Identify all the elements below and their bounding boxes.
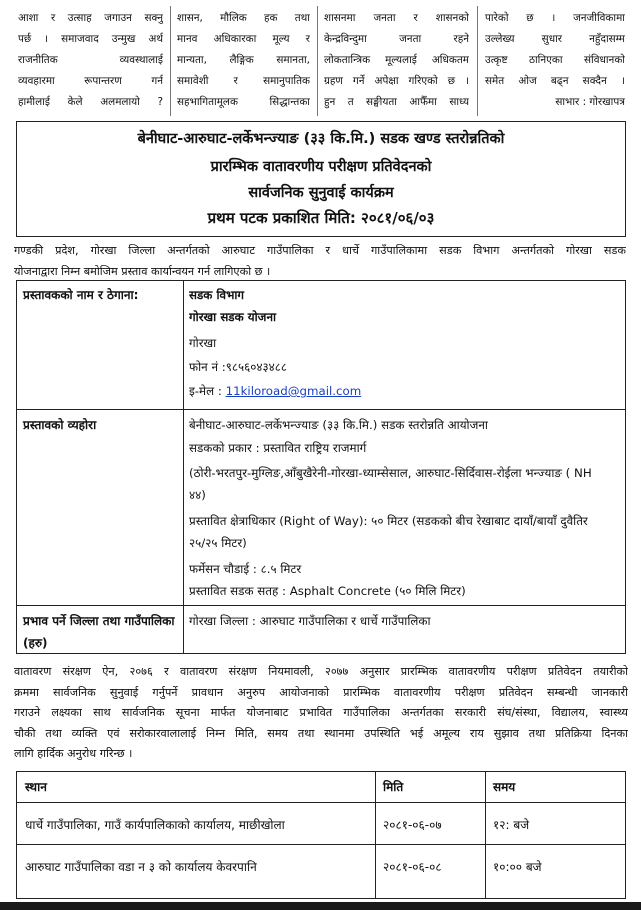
right-of-way: प्रस्तावित क्षेत्राधिकार (Right of Way): ५० मिटर (सडकको बीच रेखाबाट दायाँ/बायाँ दुवैतिर <box>189 514 588 528</box>
notice-title: बेनीघाट-आरुघाट-लर्केभन्ज्याङ (३३ कि.मि.) सडक खण्ड स्तरोन्नतिको <box>137 131 505 147</box>
schedule-time: १२: बजे <box>493 818 530 832</box>
schedule-location: आरुघाट गाउँपालिका वडा न ३ को कार्यालय केवरपानि <box>25 860 257 874</box>
table-row-divider <box>17 605 625 606</box>
notice-subtitle: प्रारम्भिक वातावरणीय परीक्षण प्रतिवेदनको <box>210 159 432 175</box>
column-line: शासन, मौलिक हक तथा <box>177 12 310 24</box>
column-line: शासनमा जनता र शासनको <box>324 12 469 24</box>
table-row-divider <box>17 409 625 410</box>
hearing-schedule-table <box>16 771 626 899</box>
affected-area-label-suffix: (हरु) <box>23 636 48 650</box>
column-line: ग्रहण गर्ने अपेक्षा गरिएको छ । <box>324 75 469 87</box>
proponent-phone: फोन नं :९८५६०४३४८८ <box>189 360 288 374</box>
column-line: समावेशी र समानुपातिक <box>177 75 310 87</box>
article-columns <box>0 0 641 118</box>
article-column-1 <box>18 8 163 113</box>
proponent-location: गोरखा <box>189 336 217 350</box>
formation-width: फर्मेसन चौडाई : ८.५ मिटर <box>189 562 302 576</box>
column-line: सहभागितामूलक सिद्धान्तका <box>177 96 310 108</box>
table-row-divider <box>17 802 625 803</box>
table-divider <box>375 772 376 898</box>
public-hearing-paragraph <box>14 662 628 765</box>
schedule-date: २०८१-०६-०७ <box>383 818 442 832</box>
notice-program: सार्वजनिक सुनुवाई कार्यक्रम <box>248 185 394 201</box>
road-route-cont: ४४) <box>189 488 206 502</box>
page-bottom-border <box>0 902 641 910</box>
intro-paragraph <box>14 240 626 282</box>
column-divider <box>317 6 318 116</box>
column-line: आशा र उत्साह जगाउन सक्नु <box>18 12 163 24</box>
column-header-date: मिति <box>383 780 404 794</box>
table-divider <box>183 281 184 653</box>
proponent-label: प्रस्तावकको नाम र ठेगाना: <box>23 288 139 302</box>
column-divider <box>477 6 478 116</box>
paragraph-line: चौकी तथा व्यक्ति एवं सरोकारवालालाई निम्न मिति, समय तथा स्थानमा उपस्थिति भई अमूल्य राय सुझाव तथा प्रतिक्रिया दिनका <box>14 726 628 740</box>
paragraph-line: लागि हार्दिक अनुरोध गरिन्छ । <box>14 747 133 760</box>
column-line: व्यवहारमा रूपान्तरण गर्न <box>18 75 163 87</box>
paragraph-line: वातावरण संरक्षण ऐन, २०७६ र वातावरण संरक्षण नियमावली, २०७७ अनुसार प्रारम्भिक वातावरणीय परीक्षण प्रतिवेदन तयारीको <box>14 665 628 678</box>
publication-date: प्रथम पटक प्रकाशित मिति: २०८१/०६/०३ <box>207 209 435 227</box>
paragraph-line: गराउने लक्ष्यका साथ सार्वजनिक सूचना मार्फत योजनाबाट प्रभावित गाउँपालिका अन्तर्गतका सरकारी संघ/संस्था, विद्यालय, स्वास्थ्य <box>14 706 628 719</box>
right-of-way-cont: २५/२५ मिटर) <box>189 536 247 550</box>
table-row-divider <box>17 844 625 845</box>
column-header-location: स्थान <box>25 780 47 794</box>
column-line: पारेको छ । जनजीविकामा <box>485 12 625 24</box>
column-line: हुन त सङ्घीयता आफैँमा साध्य <box>324 96 469 108</box>
email-label: इ-मेल : <box>189 384 226 398</box>
column-header-time: समय <box>493 780 516 794</box>
column-line: हामीलाई केले अलमलायो ? <box>18 96 163 108</box>
table-divider <box>485 772 486 898</box>
intro-line: योजनाद्वारा निम्न बमोजिम प्रस्ताव कार्यान्वयन गर्न लागिएको छ । <box>14 265 271 278</box>
article-column-4 <box>485 8 625 113</box>
column-line: राजनीतिक व्यवस्थालाई <box>18 54 163 66</box>
affected-area-label: प्रभाव पर्ने जिल्ला तथा गाउँपालिका <box>23 614 175 628</box>
column-line: केन्द्रविन्दुमा जनता रहने <box>324 33 469 45</box>
column-divider <box>170 6 171 116</box>
column-line: उत्कृष्ट ठानिएका संविधानको <box>485 54 625 66</box>
column-line: मानव अधिकारका मूल्य र <box>177 33 310 45</box>
proponent-email-row <box>189 381 621 401</box>
proponent-department: सडक विभाग <box>189 288 245 302</box>
column-line: उल्लेख्य सुधार नहुँदासम्म <box>485 33 625 45</box>
schedule-location: धार्चे गाउँपालिका, गाउँ कार्यपालिकाको कार्यालय, माछीखोला <box>25 818 285 832</box>
project-details-table <box>16 280 626 654</box>
intro-line: गण्डकी प्रदेश, गोरखा जिल्ला अन्तर्गतको आरुघाट गाउँपालिका र धार्चे गाउँपालिकामा सडक विभाग अन्तर्गतको गोरखा सडक <box>14 244 626 257</box>
schedule-date: २०८१-०६-०८ <box>383 860 442 874</box>
article-column-3 <box>324 8 469 113</box>
proponent-office: गोरखा सडक योजना <box>189 310 277 324</box>
proposal-label: प्रस्तावको व्यहोरा <box>23 418 97 432</box>
email-link[interactable]: 11kiloroad@gmail.com <box>225 384 362 398</box>
road-route: (ठोरी-भरतपुर-मुग्लिङ,आँबुखैरेनी-गोरखा-ध्याम्सेसाल, आरुघाट-सिर्दिवास-रोईला भन्ज्याङ ( NH <box>189 466 592 480</box>
proposal-title: बेनीघाट-आरुघाट-लर्केभन्ज्याङ (३३ कि.मि.) सडक स्तरोन्नति आयोजना <box>189 418 488 432</box>
road-surface: प्रस्तावित सडक सतह : Asphalt Concrete (५० मिलि मिटर) <box>189 584 466 598</box>
affected-area-value: गोरखा जिल्ला : आरुघाट गाउँपालिका र धार्चे गाउँपालिका <box>189 614 431 628</box>
road-type: सडकको प्रकार : प्रस्तावित राष्ट्रिय राजमार्ग <box>189 441 367 455</box>
source-credit: साभार : गोरखापत्र <box>555 96 625 108</box>
column-line: लोकतान्त्रिक मूल्यलाई अधिकतम <box>324 54 469 66</box>
notice-title-box <box>16 121 626 237</box>
column-line: मान्यता, लैङ्गिक समानता, <box>177 54 310 66</box>
article-column-2 <box>177 8 310 113</box>
paragraph-line: क्रममा सार्वजनिक सुनुवाई गर्नुपर्ने प्रावधान अनुरुप आयोजनाको प्रारम्भिक वातावरणीय परीक्षण प्रतिवेदन सम्बन्धी जानकारी <box>14 685 628 699</box>
schedule-time: १०:०० बजे <box>493 860 542 874</box>
column-line: पर्छ । समाजवाद उन्मुख अर्थ <box>18 33 163 45</box>
column-line: समेत ओज बढ्न सक्दैन । <box>485 75 625 87</box>
